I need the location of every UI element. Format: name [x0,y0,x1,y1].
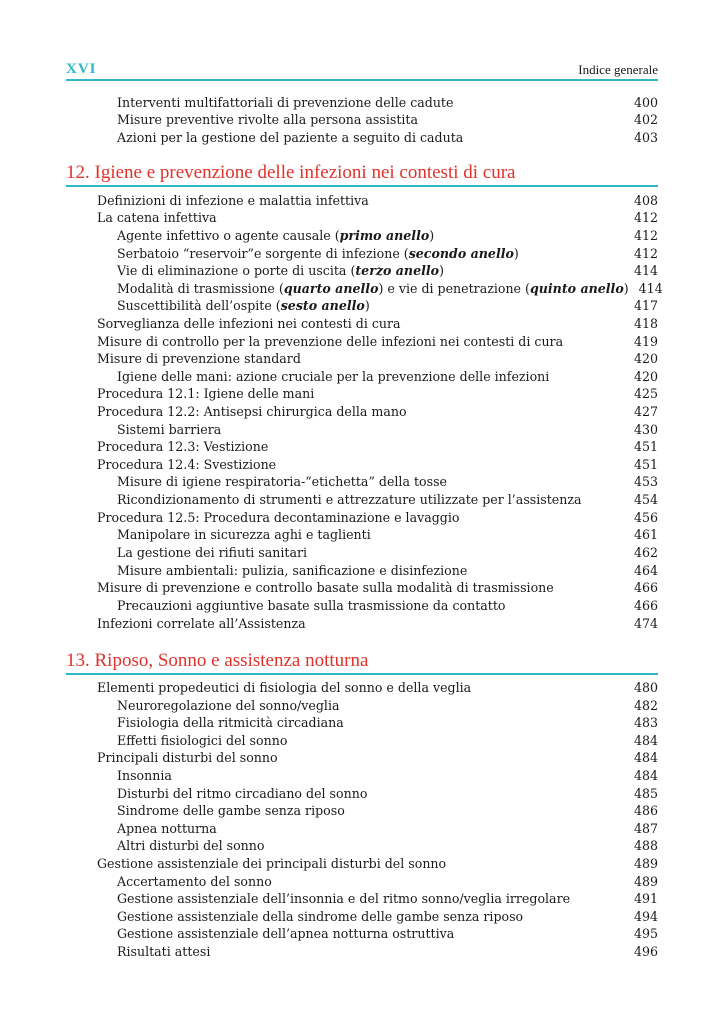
toc-entry-title: Agente infettivo o agente causale (primo anello) [117,228,435,243]
toc-entry-page: 402 [633,112,658,127]
toc-entry-title: Apnea notturna [117,821,217,836]
toc-entry-page: 412 [633,228,658,243]
toc-entry-title: Effetti fisiologici del sonno [117,733,288,748]
toc-entry-page: 496 [633,944,658,959]
toc-entry[interactable] [117,491,658,509]
toc-entry-title: Fisiologia della ritmicità circadiana [117,715,344,730]
toc-entry-title: Sindrome delle gambe senza riposo [117,803,345,818]
toc-entry-title: Definizioni di infezione e malattia infettiva [97,193,369,208]
toc-entry-page: 482 [633,698,658,713]
toc-entry[interactable] [97,579,658,597]
toc-entry[interactable] [117,421,658,439]
toc-entry[interactable] [117,802,658,820]
toc-entry-page: 451 [633,439,658,454]
toc-entry-page: 494 [633,909,658,924]
toc-entry-title: Suscettibilità dell’ospite (sesto anello) [117,298,370,313]
toc-entry-title: Procedura 12.3: Vestizione [97,439,269,454]
toc-entry-page: 489 [633,874,658,889]
chapter-rule [66,673,658,675]
toc-entry-page: 483 [633,715,658,730]
toc-entry[interactable] [97,403,658,421]
toc-entry[interactable] [97,315,658,333]
toc-entry-page: 420 [633,369,658,384]
toc-entry-page: 400 [633,95,658,110]
toc-entry-title: Gestione assistenziale dei principali disturbi del sonno [97,856,447,871]
toc-entry[interactable] [97,855,658,873]
toc-entry[interactable] [117,526,658,544]
toc-entry-title: Gestione assistenziale dell’apnea notturna ostruttiva [117,926,455,941]
toc-entry[interactable] [97,679,658,697]
toc-entry-page: 466 [633,580,658,595]
toc-entry-page: 462 [633,545,658,560]
toc-entry-title: Misure ambientali: pulizia, sanificazione e disinfezione [117,563,468,578]
toc-entry-title: Serbatoio “reservoir”e sorgente di infezione (secondo anello) [117,246,519,261]
running-title: Indice generale [578,62,658,77]
toc-entry-page: 408 [633,193,658,208]
toc-entry[interactable] [117,227,658,245]
toc-entry-title: Ricondizionamento di strumenti e attrezzature utilizzate per l’assistenza [117,492,582,507]
toc-entry[interactable] [117,562,658,580]
toc-entry[interactable] [117,890,658,908]
toc-entry[interactable] [97,456,658,474]
toc-entry-title: Procedura 12.2: Antisepsi chirurgica della mano [97,404,407,419]
toc-entry-title: Elementi propedeutici di fisiologia del sonno e della veglia [97,680,472,695]
toc-entry-title: Misure di controllo per la prevenzione delle infezioni nei contesti di cura [97,334,564,349]
toc-entry-title: Gestione assistenziale della sindrome delle gambe senza riposo [117,909,524,924]
chapter-heading-12[interactable] [66,162,658,188]
toc-entry-page: 491 [633,891,658,906]
toc-entry-page: 425 [633,386,658,401]
chapter-heading-13[interactable] [66,650,658,676]
chapter-title: 12. Igiene e prevenzione delle infezioni nei contesti di cura [66,162,516,183]
toc-entry-title: Gestione assistenziale dell’insonnia e del ritmo sonno/veglia irregolare [117,891,571,906]
toc-entry[interactable] [117,597,658,615]
toc-entry-title: Misure di prevenzione standard [97,351,301,366]
toc-entry[interactable] [97,615,658,633]
toc-entry[interactable] [117,908,658,926]
toc-entry-page: 412 [633,246,658,261]
toc-entry-page: 417 [633,298,658,313]
toc-entry[interactable] [117,697,658,715]
toc-entry-title: Interventi multifattoriali di prevenzione delle cadute [117,95,454,110]
toc-entry-title: Procedura 12.5: Procedura decontaminazione e lavaggio [97,510,460,525]
toc-entry[interactable] [117,368,658,386]
toc-entry[interactable] [117,732,658,750]
toc-entry[interactable] [97,385,658,403]
toc-entry-page: 419 [633,334,658,349]
toc-entry-title: Vie di eliminazione o porte di uscita (terzo anello) [117,263,444,278]
page-number: XVI [66,61,97,77]
toc-entry-title: Accertamento del sonno [117,874,272,889]
toc-entry[interactable] [97,438,658,456]
toc-entry-title: Azioni per la gestione del paziente a seguito di caduta [117,130,464,145]
toc-entry-title: Modalità di trasmissione (quarto anello) e vie di penetrazione (quinto anello) [117,281,629,296]
page-header [66,61,658,77]
toc-entry-page: 485 [633,786,658,801]
toc-entry-title: La gestione dei rifiuti sanitari [117,545,308,560]
toc-entry[interactable] [117,925,658,943]
toc-entry[interactable] [117,280,663,298]
toc-entry[interactable] [117,544,658,562]
toc-entry-page: 464 [633,563,658,578]
toc-entry-page: 451 [633,457,658,472]
toc-entry-page: 454 [633,492,658,507]
toc-entry-title: Procedura 12.4: Svestizione [97,457,277,472]
toc-entry-page: 427 [633,404,658,419]
toc-entry[interactable] [97,350,658,368]
toc-entry-title: Misure di prevenzione e controllo basate sulla modalità di trasmissione [97,580,554,595]
toc-entry[interactable] [117,767,658,785]
toc-entry-title: Altri disturbi del sonno [117,838,265,853]
toc-entry[interactable] [97,509,658,527]
toc-entry-page: 489 [633,856,658,871]
toc-entry-page: 414 [633,263,658,278]
toc-entry-page: 466 [633,598,658,613]
toc-entry[interactable] [117,129,658,147]
toc-entry[interactable] [117,714,658,732]
toc-entry-page: 456 [633,510,658,525]
toc-entry-page: 480 [633,680,658,695]
toc-entry[interactable] [117,943,658,961]
toc-entry-page: 474 [633,616,658,631]
toc-entry-title: Manipolare in sicurezza aghi e taglienti [117,527,371,542]
toc-entry[interactable] [117,785,658,803]
toc-entry-title: Misure di igiene respiratoria-“etichetta” della tosse [117,474,447,489]
toc-entry-page: 420 [633,351,658,366]
toc-entry-title: Sorveglianza delle infezioni nei contesti di cura [97,316,401,331]
header-rule [66,79,658,81]
toc-entry[interactable] [117,473,658,491]
toc-entry-title: Disturbi del ritmo circadiano del sonno [117,786,368,801]
toc-entry[interactable] [117,837,658,855]
toc-entry-title: La catena infettiva [97,210,217,225]
toc-entry-title: Infezioni correlate all’Assistenza [97,616,306,631]
toc-entry[interactable] [97,333,658,351]
toc-entry-title: Sistemi barriera [117,422,222,437]
toc-entry-page: 430 [633,422,658,437]
toc-entry-title: Igiene delle mani: azione cruciale per la prevenzione delle infezioni [117,369,550,384]
toc-entry-title: Principali disturbi del sonno [97,750,278,765]
toc-entry[interactable] [97,749,658,767]
toc-entry-title: Neuroregolazione del sonno/veglia [117,698,340,713]
toc-entry-page: 461 [633,527,658,542]
toc-entry-title: Procedura 12.1: Igiene delle mani [97,386,315,401]
toc-entry-page: 495 [633,926,658,941]
toc-entry-page: 486 [633,803,658,818]
toc-entry-page: 414 [638,281,663,296]
toc-entry-page: 487 [633,821,658,836]
toc-entry[interactable] [97,192,658,210]
toc-entry-page: 403 [633,130,658,145]
toc-entry[interactable] [117,820,658,838]
toc-entry-title: Precauzioni aggiuntive basate sulla trasmissione da contatto [117,598,506,613]
toc-entry[interactable] [117,262,658,280]
toc-entry[interactable] [117,111,658,129]
toc-entry[interactable] [97,209,658,227]
toc-entry-title: Insonnia [117,768,172,783]
toc-entry[interactable] [117,94,658,112]
toc-entry-title: Risultati attesi [117,944,211,959]
toc-entry-title: Misure preventive rivolte alla persona assistita [117,112,418,127]
toc-entry-page: 488 [633,838,658,853]
chapter-title: 13. Riposo, Sonno e assistenza notturna [66,650,369,671]
toc-entry[interactable] [117,873,658,891]
chapter-rule [66,185,658,187]
toc-entry[interactable] [117,245,658,263]
toc-entry-page: 484 [633,750,658,765]
toc-entry-page: 484 [633,733,658,748]
toc-entry-page: 418 [633,316,658,331]
toc-entry-page: 484 [633,768,658,783]
toc-entry[interactable] [117,297,658,315]
toc-entry-page: 412 [633,210,658,225]
toc-entry-page: 453 [633,474,658,489]
